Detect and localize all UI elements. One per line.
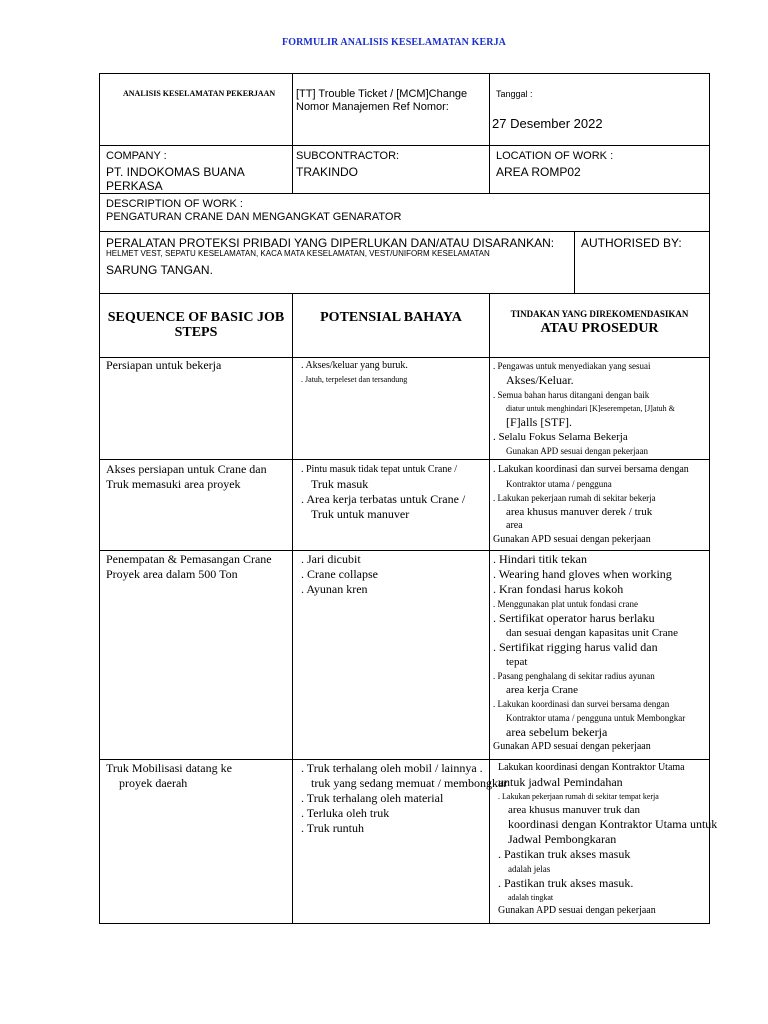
action-item: dan sesuai dengan kapasitas unit Crane [506,627,678,639]
action-item: adalah jelas [508,864,551,874]
action-item: koordinasi dengan Kontraktor Utama untuk [508,817,718,831]
date-value: 27 Desember 2022 [492,116,603,131]
hazard-item: . Truk terhalang oleh material [301,791,444,805]
action-item: Gunakan APD sesuai dengan pekerjaan [493,534,651,545]
action-item: area khusus manuver truk dan [508,804,640,816]
action-item: . Selalu Fokus Selama Bekerja [493,431,628,443]
action-item: . Kran fondasi harus kokoh [493,582,624,596]
step-text: proyek daerah [119,776,188,790]
action-item: Gunakan APD sesuai dengan pekerjaan [498,905,656,916]
action-item: . Semua bahan harus ditangani dengan baik [493,390,650,400]
hazard-item: . Pintu masuk tidak tepat untuk Crane / [301,464,458,475]
step-cell [100,551,293,760]
action-item: Akses/Keluar. [506,373,574,387]
action-item: . Pastikan truk akses masuk. [498,876,634,890]
hazard-item: . Area kerja terbatas untuk Crane / [301,492,466,506]
date-label: Tanggal : [496,89,533,99]
step-text: Proyek area dalam 500 Ton [106,567,238,581]
action-item: area khusus manuver derek / truk [506,506,653,518]
hazard-item: . Jatuh, terpeleset dan tersandung [301,375,408,384]
table-row [100,760,710,924]
step-text: Truk memasuki area proyek [106,477,241,491]
hazard-cell [293,551,490,760]
action-cell [490,551,710,760]
action-item: . Pasang penghalang di sekitar radius ayunan [493,671,655,681]
action-item: tepat [506,656,528,668]
step-text: Persiapan untuk bekerja [106,358,222,372]
action-item: . Wearing hand gloves when working [493,567,672,581]
action-item: . Lakukan pekerjaan rumah di sekitar tempat kerja [498,792,659,801]
analysis-label-cell [100,74,293,146]
actions-header-line1: TINDAKAN YANG DIREKOMENDASIKAN [510,309,689,319]
subcontractor-label: SUBCONTRACTOR: [296,150,400,162]
analysis-label: ANALISIS KESELAMATAN PEKERJAAN [123,89,276,98]
action-cell [490,460,710,551]
company-value-line1: PT. INDOKOMAS BUANA [106,165,245,179]
hazard-cell [293,358,490,460]
action-cell [490,760,718,924]
hazard-cell [293,760,508,924]
action-item: area sebelum bekerja [506,725,608,739]
action-item: Gunakan APD sesuai dengan pekerjaan [493,741,651,752]
action-item: . Lakukan koordinasi dan survei bersama dengan [493,699,670,709]
date-cell [490,74,710,146]
authorised-label: AUTHORISED BY: [581,236,682,250]
action-item: untuk jadwal Pemindahan [498,775,623,789]
hazard-item: . Truk terhalang oleh mobil / lainnya . [301,761,483,775]
company-value-line2: PERKASA [106,179,163,193]
step-text: Penempatan & Pemasangan Crane [106,552,272,566]
hazard-item: Truk untuk manuver [311,507,410,521]
ticket-label-line2: Nomor Manajemen Ref Nomor: [296,101,449,113]
actions-column-header [490,294,710,358]
ppe-label: PERALATAN PROTEKSI PRIBADI YANG DIPERLUKAN DAN/ATAU DISARANKAN: [106,236,555,250]
action-item: Jadwal Pembongkaran [508,832,617,846]
action-item: Gunakan APD sesuai dengan pekerjaan [506,446,648,456]
location-value: AREA ROMP02 [496,165,581,179]
action-item: Kontraktor utama / pengguna [506,479,612,489]
steps-header-line2: STEPS [174,325,218,340]
hazards-column-header [293,294,490,358]
table-row [100,551,710,760]
steps-column-header [100,294,293,358]
company-cell [100,146,293,194]
location-cell [490,146,710,194]
step-text: Truk Mobilisasi datang ke [106,761,232,775]
ppe-cell [100,232,710,294]
description-value: PENGATURAN CRANE DAN MENGANGKAT GENARATOR [106,211,402,223]
hazard-item: . Crane collapse [301,567,378,581]
action-item: . Lakukan pekerjaan rumah di sekitar bekerja [493,493,656,503]
steps-header-line1: SEQUENCE OF BASIC JOB [107,310,285,325]
ticket-label-line1: [TT] Trouble Ticket / [MCM]Change [296,88,468,100]
hazard-item: . Akses/keluar yang buruk. [301,360,408,371]
hazards-header: POTENSIAL BAHAYA [320,310,462,325]
action-item: Kontraktor utama / pengguna untuk Membongkar [506,713,686,723]
step-cell [100,760,293,924]
action-item: . Pastikan truk akses masuk [498,847,631,861]
authorised-divider [574,232,575,294]
hazard-item: Truk masuk [311,477,369,491]
action-item: diatur untuk menghindari [K]eserempetan, [J]atuh & [506,404,675,413]
action-item: Lakukan koordinasi dengan Kontraktor Utama [498,762,685,773]
hazard-item: truk yang sedang memuat / membongkar [311,776,508,790]
action-item: . Sertifikat operator harus berlaku [493,611,655,625]
action-item: [F]alls [STF]. [506,415,572,429]
subcontractor-value: TRAKINDO [296,165,359,179]
action-item: . Sertifikat rigging harus valid dan [493,640,658,654]
table-row [100,358,710,460]
action-item: . Hindari titik tekan [493,552,587,566]
hazard-item: . Ayunan kren [301,582,368,596]
form-title: FORMULIR ANALISIS KESELAMATAN KERJA [282,37,506,48]
description-label: DESCRIPTION OF WORK : [106,198,243,210]
hazard-cell [293,460,490,551]
subcontractor-cell [293,146,490,194]
hazard-item: . Terluka oleh truk [301,806,390,820]
company-label: COMPANY : [106,150,167,162]
table-row [100,460,710,551]
hazard-item: . Jari dicubit [301,552,361,566]
location-label: LOCATION OF WORK : [496,150,614,162]
description-cell [100,194,710,232]
action-item: . Pengawas untuk menyediakan yang sesuai [493,361,651,371]
action-item: adalah tingkat [508,893,554,902]
ppe-list-line1: HELMET VEST, SEPATU KESELAMATAN, KACA MATA KESELAMATAN, VEST/UNIFORM KESELAMATAN [106,249,490,258]
action-item: area [506,520,523,531]
actions-header-line2: ATAU PROSEDUR [540,321,659,336]
action-item: . Lakukan koordinasi dan survei bersama dengan [493,464,689,475]
action-cell [490,358,710,460]
action-item: area kerja Crane [506,684,579,696]
step-cell [100,358,293,460]
ppe-list-line2: SARUNG TANGAN. [106,263,213,277]
step-text: Akses persiapan untuk Crane dan [106,462,267,476]
hazard-item: . Truk runtuh [301,821,365,835]
action-item: . Menggunakan plat untuk fondasi crane [493,599,638,609]
ticket-cell [293,74,490,146]
step-cell [100,460,293,551]
safety-analysis-form [99,73,718,924]
